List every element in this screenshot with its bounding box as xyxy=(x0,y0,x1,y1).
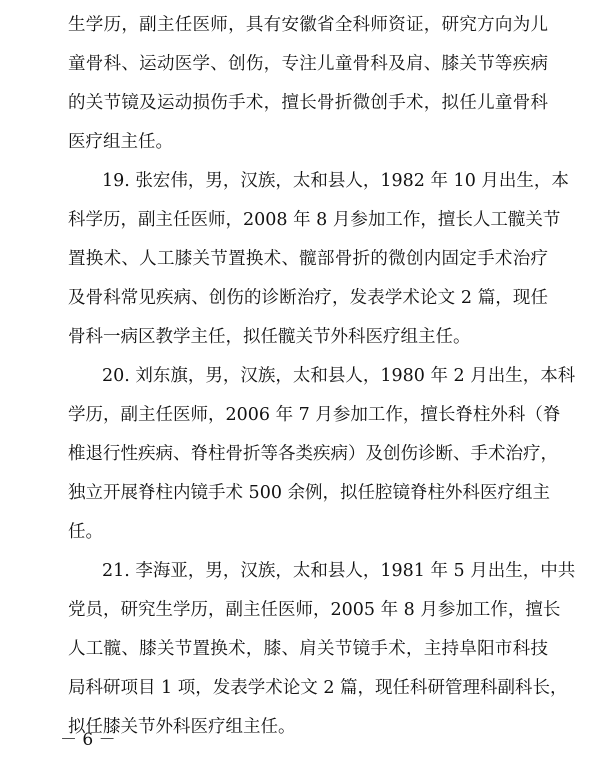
text-line: 学历，副主任医师，2006 年 7 月参加工作，擅长脊柱外科（脊 xyxy=(68,405,561,425)
text-line: 拟任膝关节外科医疗组主任。 xyxy=(68,717,296,737)
text-line: 21. 李海亚，男，汉族，太和县人，1981 年 5 月出生，中共 xyxy=(102,561,576,581)
page-number: － 6 － xyxy=(60,730,116,750)
text-line: 生学历，副主任医师，具有安徽省全科师资证，研究方向为儿 xyxy=(68,15,548,35)
text-line: 独立开展脊柱内镜手术 500 余例，拟任腔镜脊柱外科医疗组主 xyxy=(68,483,551,503)
text-line: 骨科一病区教学主任，拟任髋关节外科医疗组主任。 xyxy=(68,327,471,347)
text-line: 科学历，副主任医师，2008 年 8 月参加工作，擅长人工髋关节 xyxy=(68,210,561,230)
text-line: 任。 xyxy=(68,522,103,542)
text-line: 19. 张宏伟，男，汉族，太和县人，1982 年 10 月出生，本 xyxy=(102,171,569,191)
text-line: 医疗组主任。 xyxy=(68,132,173,152)
text-line: 局科研项目 1 项，发表学术论文 2 篇，现任科研管理科副科长， xyxy=(68,678,568,698)
text-line: 童骨科、运动医学、创伤，专注儿童骨科及肩、膝关节等疾病 xyxy=(68,54,548,74)
text-line: 的关节镜及运动损伤手术，擅长骨折微创手术，拟任儿童骨科 xyxy=(68,93,548,113)
text-line: 20. 刘东旗，男，汉族，太和县人，1980 年 2 月出生，本科 xyxy=(102,366,576,386)
text-line: 人工髋、膝关节置换术，膝、肩关节镜手术，主持阜阳市科技 xyxy=(68,639,548,659)
text-line: 及骨科常见疾病、创伤的诊断治疗，发表学术论文 2 篇，现任 xyxy=(68,288,548,308)
text-line: 党员，研究生学历，副主任医师，2005 年 8 月参加工作，擅长 xyxy=(68,600,561,620)
text-line: 置换术、人工膝关节置换术、髋部骨折的微创内固定手术治疗 xyxy=(68,249,548,269)
text-line: 椎退行性疾病、脊柱骨折等各类疾病）及创伤诊断、手术治疗， xyxy=(68,444,558,464)
